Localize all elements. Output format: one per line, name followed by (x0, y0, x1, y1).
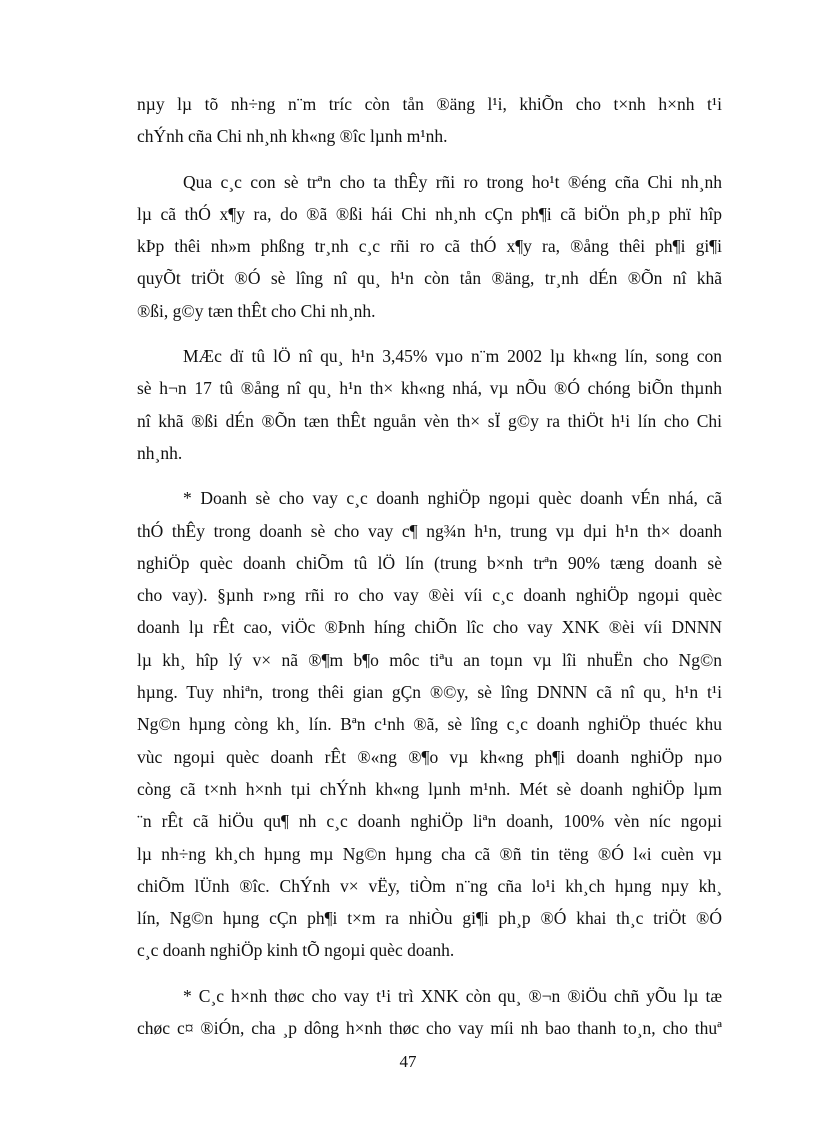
text-line: lµ kh¸ hîp lý v× nã ®¶m b¶o môc tiªu an toµn vµ lîi nhuËn cho Ng©n (137, 649, 722, 670)
text-line: sè h¬n 17 tû ®ång nî qu¸ h¹n th× kh«ng nhá, vµ nÕu ®Ó chóng biÕn thµnh (137, 378, 722, 399)
text-line: nî khã ®ßi dÉn ®Õn tæn thÊt nguån vèn th× sÏ g©y ra thiÖt h¹i lín cho Chi (137, 410, 722, 431)
page-number: 47 (399, 1052, 417, 1071)
text-line: vùc ngoµi quèc doanh rÊt ®«ng ®¶o vµ kh«ng ph¶i doanh nghiÖp nµo (137, 746, 722, 767)
text-line: Ng©n hµng còng kh¸ lín. Bªn c¹nh ®ã, sè lîng c¸c doanh nghiÖp thuéc khu (137, 714, 722, 735)
text-line: kÞp thêi nh»m phßng tr¸nh c¸c rñi ro cã thÓ x¶y ra, ®ång thêi ph¶i gi¶i (137, 236, 722, 257)
text-line: MÆc dï tû lÖ nî qu¸ h¹n 3,45% vµo n¨m 2002 lµ kh«ng lín, song con (183, 346, 722, 367)
text-line: c¸c doanh nghiÖp kinh tÕ ngoµi quèc doanh. (137, 940, 455, 961)
text-line: cho vay). §µnh r»ng rñi ro cho vay ®èi víi c¸c doanh nghiÖp ngoµi quèc (137, 585, 722, 606)
text-line: ¨n rÊt cã hiÖu qu¶ nh c¸c doanh nghiÖp liªn doanh, 100% vèn níc ngoµi (137, 811, 722, 832)
paragraph-5 (137, 980, 722, 1045)
text-line: nµy lµ tõ nh÷ng n¨m tríc còn tån ®äng l¹i, khiÕn cho t×nh h×nh t¹i (137, 94, 722, 114)
paragraph-4 (137, 482, 722, 966)
text-line: còng cã t×nh h×nh tµi chÝnh kh«ng lµnh m¹nh. Mét sè doanh nghiÖp lµm (137, 778, 722, 799)
paragraph-1 (137, 88, 722, 153)
body-text (137, 88, 722, 1057)
text-line: chiÕm lÜnh ®îc. ChÝnh v× vËy, tiÒm n¨ng cña lo¹i kh¸ch hµng nµy kh¸ (137, 875, 722, 896)
text-line: chÝnh cña Chi nh¸nh kh«ng ®îc lµnh m¹nh. (137, 126, 448, 147)
text-line: lµ nh÷ng kh¸ch hµng mµ Ng©n hµng cha cã ®ñ tin tëng ®Ó l«i cuèn vµ (137, 843, 722, 864)
text-line: Qua c¸c con sè trªn cho ta thÊy rñi ro trong ho¹t ®éng cña Chi nh¸nh (183, 171, 722, 192)
paragraph-3 (137, 340, 722, 469)
text-line: thÓ thÊy trong doanh sè cho vay c¶ ng¾n h¹n, trung vµ dµi h¹n th× doanh (137, 520, 722, 541)
paragraph-2 (137, 166, 722, 327)
text-line: doanh lµ rÊt cao, viÖc ®Þnh híng chiÕn lîc cho vay XNK ®èi víi DNNN (137, 617, 722, 638)
text-line: quyÕt triÖt ®Ó sè lîng nî qu¸ h¹n còn tån ®äng, tr¸nh dÉn ®Õn nî khã (137, 268, 722, 289)
text-line: * C¸c h×nh thøc cho vay t¹i trì XNK còn qu¸ ®¬n ®iÖu chñ yÕu lµ tæ (183, 985, 722, 1006)
text-line: nh¸nh. (137, 442, 183, 463)
text-line: chøc c¤ ®iÓn, cha ¸p dông h×nh thøc cho vay míi nh bao thanh to¸n, cho thuª (137, 1018, 722, 1039)
text-line: lµ cã thÓ x¶y ra, do ®ã ®ßi hái Chi nh¸nh cÇn ph¶i cã biÖn ph¸p phï hîp (137, 203, 722, 224)
text-line: ®ßi, g©y tæn thÊt cho Chi nh¸nh. (137, 300, 376, 321)
text-line: lín, Ng©n hµng cÇn ph¶i t×m ra nhiÒu gi¶i ph¸p ®Ó khai th¸c triÖt ®Ó (137, 908, 722, 929)
text-line: hµng. Tuy nhiªn, trong thêi gian gÇn ®©y, sè lîng DNNN cã nî qu¸ h¹n t¹i (137, 682, 722, 703)
text-line: * Doanh sè cho vay c¸c doanh nghiÖp ngoµi quèc doanh vÉn nhá, cã (183, 488, 722, 509)
text-line: nghiÖp quèc doanh chiÕm tû lÖ lín (trung b×nh trªn 90% tæng doanh sè (137, 552, 722, 573)
